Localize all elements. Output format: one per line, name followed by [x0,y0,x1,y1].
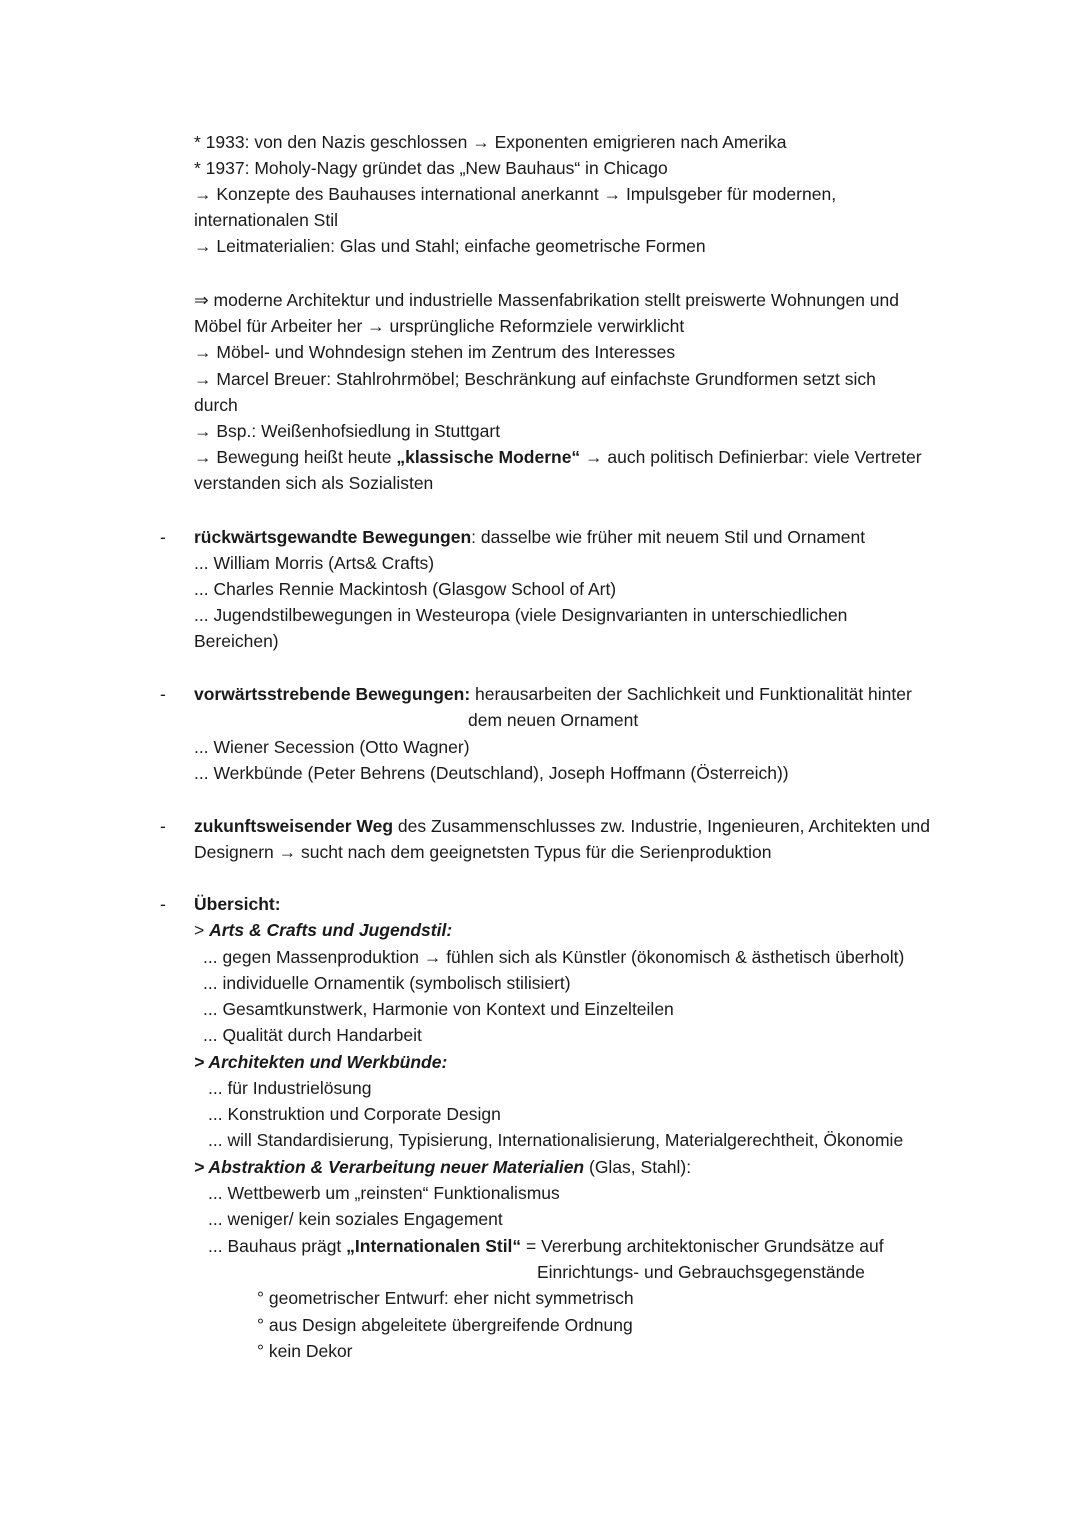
bullet-dash: - [160,527,166,547]
text-line: ... Konstruktion und Corporate Design [208,1104,501,1124]
section-heading: Übersicht: [194,894,281,914]
text-line: ⇒ moderne Architektur und industrielle Massenfabrikation stellt preiswerte Wohnungen und [194,290,899,310]
bold-term: zukunftsweisender Weg [194,816,394,836]
text-line [194,917,452,943]
subheading: > Abstraktion & Verarbeitung neuer Materialien [194,1157,585,1177]
text-line: Einrichtungs- und Gebrauchsgegenstände [537,1262,865,1282]
text-line: → Konzepte des Bauhauses international anerkannt → Impulsgeber für modernen, [194,184,837,204]
text-run: → auch politisch Definierbar: viele Vertreter [580,447,922,467]
text-line: → Marcel Breuer: Stahlrohrmöbel; Beschränkung auf einfachste Grundformen setzt sich [194,369,876,389]
text-line: ... für Industrielösung [208,1078,372,1098]
text-line: * 1933: von den Nazis geschlossen → Exponenten emigrieren nach Amerika [194,132,787,152]
text-line: ... William Morris (Arts& Crafts) [194,553,435,573]
text-line: Möbel für Arbeiter her → ursprüngliche Reformziele verwirklicht [194,316,685,336]
text-run: = Vererbung architektonischer Grundsätze auf [521,1236,884,1256]
text-line [194,524,865,550]
text-run: > [194,920,210,940]
text-line: * 1937: Moholy-Nagy gründet das „New Bauhaus“ in Chicago [194,158,668,178]
text-line [194,681,912,707]
text-line: ... gegen Massenproduktion → fühlen sich als Künstler (ökonomisch & ästhetisch überholt) [203,947,905,967]
text-line [194,813,930,839]
text-line: ... Charles Rennie Mackintosh (Glasgow School of Art) [194,579,617,599]
text-line [194,1154,691,1180]
bullet-dash: - [160,684,166,704]
text-run: : dasselbe wie früher mit neuem Stil und Ornament [471,527,866,547]
bold-term: „Internationalen Stil“ [346,1236,522,1256]
text-line: internationalen Stil [194,210,338,230]
text-line: ... will Standardisierung, Typisierung, Internationalisierung, Materialgerechtheit, Ökonomie [208,1130,904,1150]
text-line: durch [194,395,238,415]
text-line: ... Wiener Secession (Otto Wagner) [194,737,470,757]
bold-term: rückwärtsgewandte Bewegungen [194,527,472,547]
bold-term: „klassische Moderne“ [396,447,581,467]
text-run: des Zusammenschlusses zw. Industrie, Ingenieuren, Architekten und [393,816,930,836]
subheading: > Architekten und Werkbünde: [194,1052,448,1072]
text-line [194,444,922,470]
subheading: Arts & Crafts und Jugendstil: [209,920,453,940]
text-run: herausarbeiten der Sachlichkeit und Funktionalität hinter [470,684,912,704]
text-line: → Bsp.: Weißenhofsiedlung in Stuttgart [194,421,501,441]
bullet-dash: - [160,816,166,836]
bullet-dash: - [160,894,166,914]
text-line: ... individuelle Ornamentik (symbolisch stilisiert) [203,973,571,993]
text-line: ... Jugendstilbewegungen in Westeuropa (viele Designvarianten in unterschiedlichen [194,605,848,625]
text-line [208,1233,884,1259]
text-line: ° aus Design abgeleitete übergreifende Ordnung [257,1315,633,1335]
text-line: verstanden sich als Sozialisten [194,473,434,493]
bold-term: vorwärtsstrebende Bewegungen: [194,684,471,704]
text-line: ... Gesamtkunstwerk, Harmonie von Kontext und Einzelteilen [203,999,674,1019]
text-line: → Möbel- und Wohndesign stehen im Zentrum des Interesses [194,342,676,362]
text-line: → Leitmaterialien: Glas und Stahl; einfache geometrische Formen [194,236,706,256]
text-line: ... weniger/ kein soziales Engagement [208,1209,503,1229]
text-line: Designern → sucht nach dem geeignetsten Typus für die Serienproduktion [194,842,772,862]
text-line: ... Wettbewerb um „reinsten“ Funktionalismus [208,1183,560,1203]
text-run: → Bewegung heißt heute [194,447,397,467]
text-line: Bereichen) [194,631,279,651]
text-line: ... Qualität durch Handarbeit [203,1025,422,1045]
text-line: dem neuen Ornament [468,710,639,730]
text-run: (Glas, Stahl): [584,1157,692,1177]
text-line: ° geometrischer Entwurf: eher nicht symmetrisch [257,1288,634,1308]
text-line: ... Werkbünde (Peter Behrens (Deutschland), Joseph Hoffmann (Österreich)) [194,763,789,783]
text-run: ... Bauhaus prägt [208,1236,347,1256]
text-line: ° kein Dekor [257,1341,353,1361]
